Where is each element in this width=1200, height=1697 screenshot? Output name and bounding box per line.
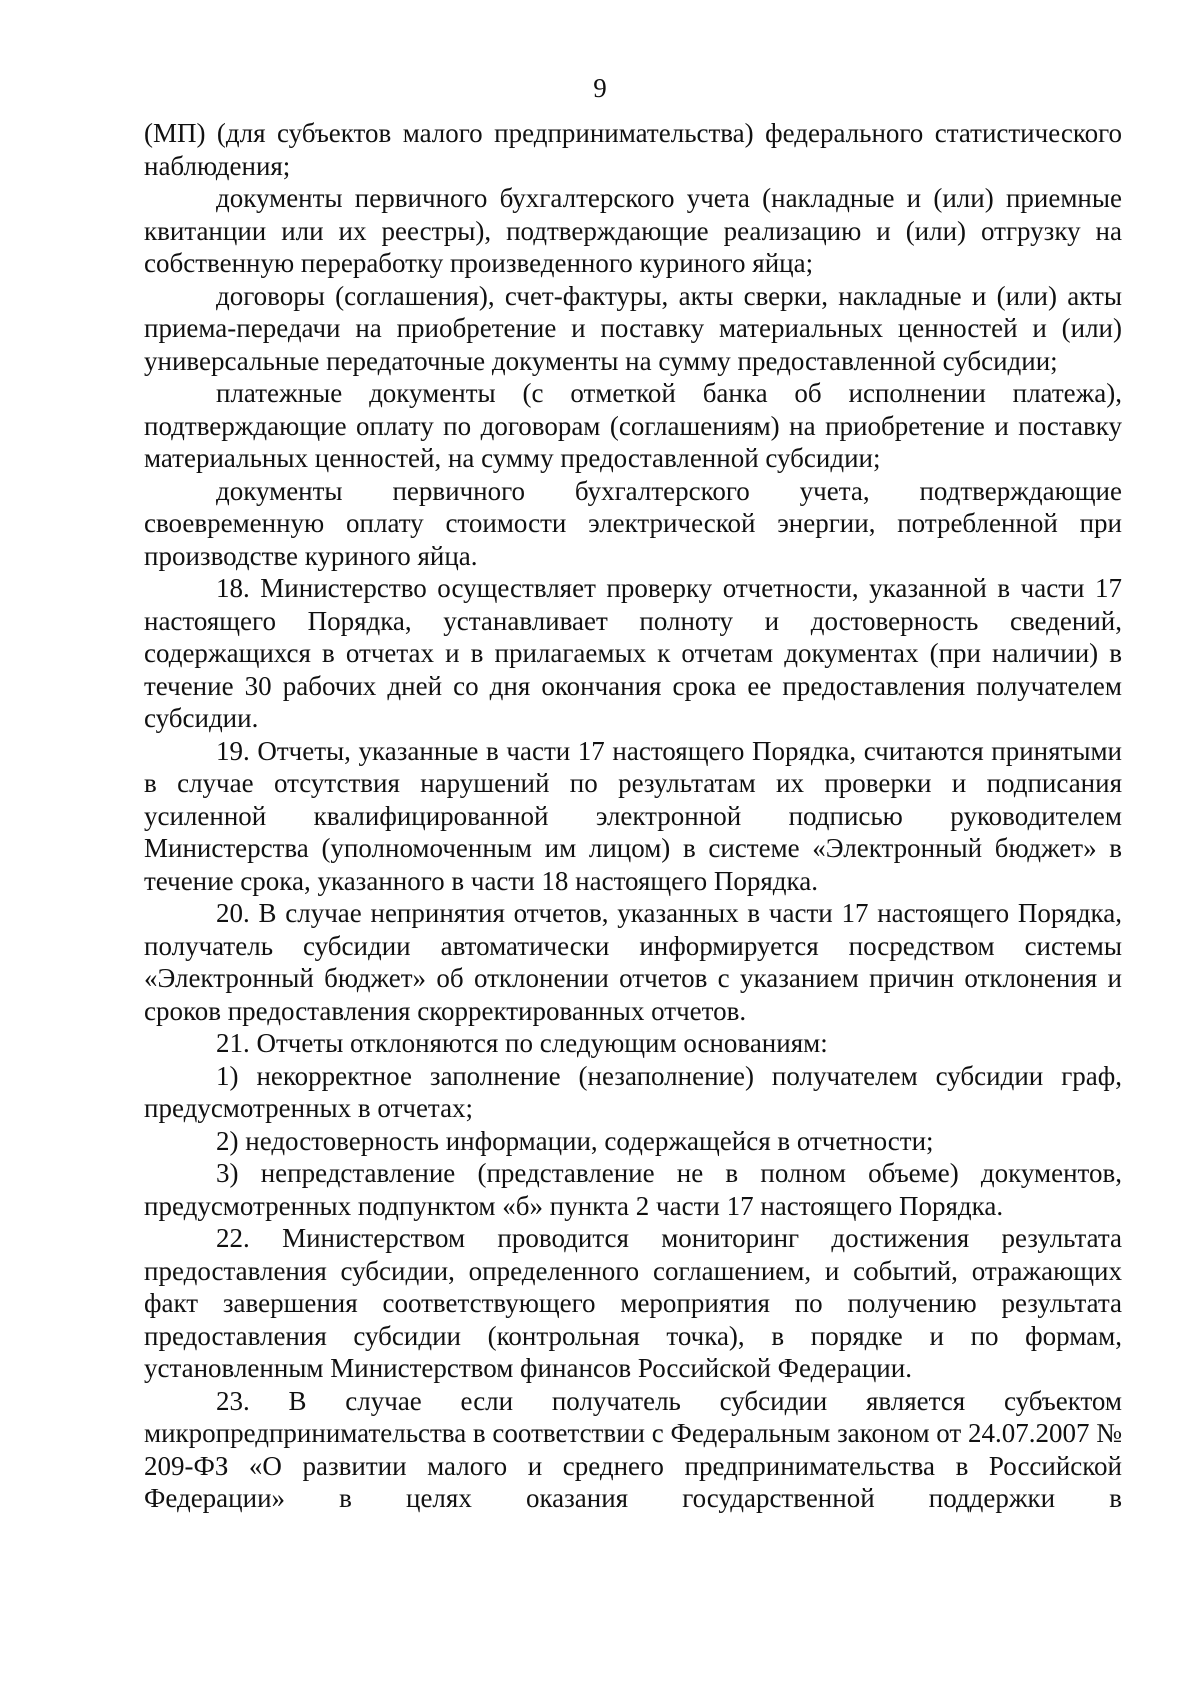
paragraph-section-22: 22. Министерством проводится мониторинг достижения результата предоставления субсидии, определенного соглашением, и событий, отражающих факт завершения соответствующего мероприятия по получению результата предоставления субсидии (контрольная точка), в порядке и по формам, установленным Министерством финансов Российской Федерации.	[144, 1223, 1122, 1383]
paragraph-section-20: 20. В случае непринятия отчетов, указанных в части 17 настоящего Порядка, получатель субсидии автоматически информируется посредством системы «Электронный бюджет» об отклонении отчетов с указанием причин отклонения и сроков предоставления скорректированных отчетов.	[144, 898, 1122, 1026]
paragraph: договоры (соглашения), счет-фактуры, акты сверки, накладные и (или) акты приема-передачи на приобретение и поставку материальных ценностей и (или) универсальные передаточные документы на сумму предоставленной субсидии;	[144, 280, 1122, 376]
paragraph-section-19: 19. Отчеты, указанные в части 17 настоящего Порядка, считаются принятыми в случае отсутствия нарушений по результатам их проверки и подписания усиленной квалифицированной электронной подписью руководителем Министерства (уполномоченным им лицом) в системе «Электронный бюджет» в течение срока, указанного в части 18 настоящего Порядка.	[144, 735, 1122, 896]
paragraph-continuation: (МП) (для субъектов малого предпринимательства) федерального статистического наблюдения;	[144, 118, 1122, 181]
page-number: 9	[593, 73, 607, 103]
paragraph-section-18: 18. Министерство осуществляет проверку отчетности, указанной в части 17 настоящего Порядка, устанавливает полноту и достоверность сведений, содержащихся в отчетах и в прилагаемых к отчетам документах (при наличии) в течение 30 рабочих дней со дня окончания срока ее предоставления получателем субсидии.	[144, 573, 1122, 733]
list-item-1: 1) некорректное заполнение (незаполнение) получателем субсидии граф, предусмотренных в отчетах;	[144, 1060, 1122, 1123]
paragraph-section-23: 23. В случае если получатель субсидии является субъектом микропредпринимательства в соответствии с Федеральным законом от 24.07.2007 № 209-ФЗ «О развитии малого и среднего предпринимательства в Российской Федерации» в целях оказания государственной поддержки в	[144, 1385, 1122, 1513]
paragraph: документы первичного бухгалтерского учета, подтверждающие своевременную оплату стоимости электрической энергии, потребленной при производстве куриного яйца.	[144, 475, 1122, 571]
paragraph: платежные документы (с отметкой банка об исполнении платежа), подтверждающие оплату по договорам (соглашениям) на приобретение и поставку материальных ценностей, на сумму предоставленной субсидии;	[144, 378, 1122, 473]
list-item-3: 3) непредставление (представление не в полном объеме) документов, предусмотренных подпунктом «б» пункта 2 части 17 настоящего Порядка.	[144, 1158, 1122, 1221]
document-body	[144, 117, 1122, 1515]
paragraph-section-21: 21. Отчеты отклоняются по следующим основаниям:	[216, 1028, 828, 1058]
paragraph: документы первичного бухгалтерского учета (накладные и (или) приемные квитанции или их реестры), подтверждающие реализацию и (или) отгрузку на собственную переработку произведенного куриного яйца;	[144, 183, 1122, 278]
list-item-2: 2) недостоверность информации, содержащейся в отчетности;	[216, 1125, 934, 1156]
